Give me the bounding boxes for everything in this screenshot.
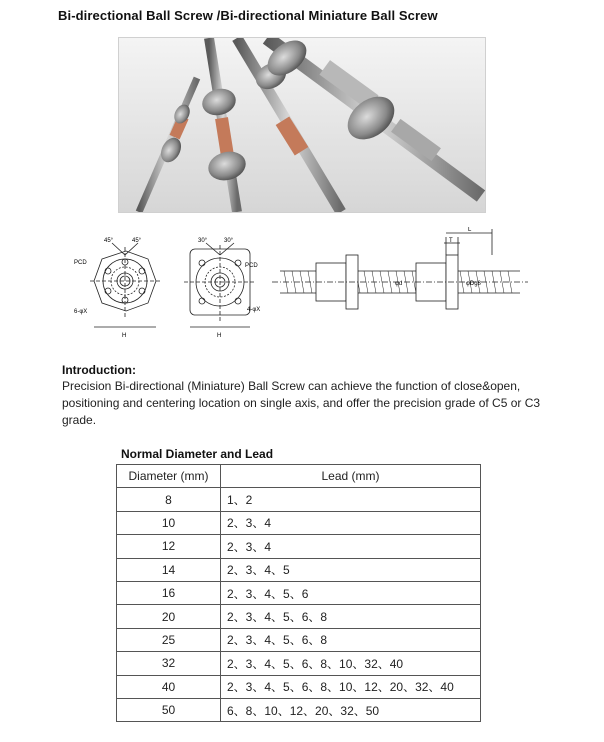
pcd-label-left: PCD — [74, 260, 87, 266]
angle-45-label-left: 45° — [104, 238, 114, 244]
cell-diameter: 16 — [117, 581, 221, 604]
table-row — [117, 675, 481, 698]
header-diameter: Diameter (mm) — [117, 465, 221, 488]
height-label-right: H — [217, 333, 222, 339]
cell-diameter: 8 — [117, 488, 221, 511]
table-row — [117, 581, 481, 604]
cell-lead: 2、3、4、5、6、8 — [221, 628, 481, 651]
cell-diameter: 40 — [117, 675, 221, 698]
cell-diameter: 25 — [117, 628, 221, 651]
height-label-left: H — [122, 333, 127, 339]
intro-text: Precision Bi-directional (Miniature) Ball Screw can achieve the function of close&open, positioning and centering location on single axis, and offer the precision grade of C5 or C3 grade. — [62, 379, 541, 427]
table-row — [117, 652, 481, 675]
cell-lead: 2、3、4、5、6、8 — [221, 605, 481, 628]
cell-diameter: 12 — [117, 535, 221, 558]
header-lead: Lead (mm) — [221, 465, 481, 488]
pcd-label-right: PCD — [245, 263, 258, 269]
ball-screw-photo — [119, 38, 485, 212]
angle-45-label-right: 45° — [132, 238, 142, 244]
ball-screw-side-view — [272, 229, 528, 309]
shaft-diameter-label: φd — [395, 281, 403, 287]
table-title: Normal Diameter and Lead — [121, 447, 274, 461]
angle-30-label-left: 30° — [198, 238, 208, 244]
hole-count-label-4: 4-φX — [247, 307, 261, 313]
table-row — [117, 488, 481, 511]
table-row — [117, 628, 481, 651]
cell-diameter: 14 — [117, 558, 221, 581]
table-row — [117, 511, 481, 534]
cell-diameter: 10 — [117, 511, 221, 534]
cell-lead: 2、3、4、5 — [221, 558, 481, 581]
cell-lead: 1、2 — [221, 488, 481, 511]
intro-heading: Introduction: — [62, 363, 136, 377]
product-photo — [118, 37, 486, 213]
cell-lead: 2、3、4 — [221, 511, 481, 534]
flange-front-view-4-hole — [184, 243, 256, 327]
page-title: Bi-directional Ball Screw /Bi-directional Miniature Ball Screw — [58, 8, 438, 23]
table-row — [117, 535, 481, 558]
cell-diameter: 32 — [117, 652, 221, 675]
cell-lead: 6、8、10、12、20、32、50 — [221, 698, 481, 721]
table-row — [117, 558, 481, 581]
cell-lead: 2、3、4、5、6、8、10、32、40 — [221, 652, 481, 675]
cell-lead: 2、3、4、5、6、8、10、12、20、32、40 — [221, 675, 481, 698]
hole-count-label-6: 6-φX — [74, 309, 88, 315]
cell-lead: 2、3、4 — [221, 535, 481, 558]
table-row — [117, 605, 481, 628]
nut-length-label: L — [468, 227, 472, 233]
cell-diameter: 50 — [117, 698, 221, 721]
flange-front-view-6-hole — [90, 243, 160, 327]
cell-diameter: 20 — [117, 605, 221, 628]
table-row — [117, 698, 481, 721]
cell-lead: 2、3、4、5、6 — [221, 581, 481, 604]
flange-thickness-label: T — [449, 238, 453, 244]
technical-drawings — [72, 227, 532, 347]
angle-30-label-right: 30° — [224, 238, 234, 244]
nut-diameter-label: φDg8 — [466, 281, 481, 287]
table-header-row — [117, 465, 481, 488]
diameter-lead-table — [116, 464, 481, 722]
